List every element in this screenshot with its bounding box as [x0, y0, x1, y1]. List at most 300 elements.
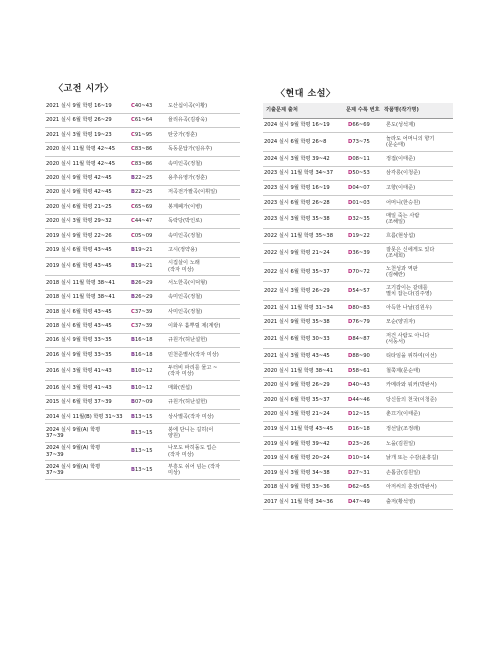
row-source: 2021 실시 3월 학평 43~45	[263, 349, 345, 364]
table-row	[45, 243, 240, 257]
row-source: 2020 실시 6월 학평 21~25	[45, 200, 129, 214]
row-code-number: 50~53	[352, 170, 370, 177]
row-source: 2018 실시 9월 학평 33~36	[263, 480, 345, 495]
row-source: 2019 실시 3월 학평 34~38	[263, 466, 345, 481]
row-code-letter: D	[348, 268, 353, 275]
row-code	[129, 200, 165, 214]
table-row	[45, 333, 240, 347]
table-row	[45, 113, 240, 127]
row-code	[345, 466, 383, 481]
row-code-letter: D	[348, 425, 353, 432]
table-row	[45, 409, 240, 423]
row-work: 고시(정약용)	[165, 243, 240, 257]
row-source: 2021 실시 6월 학평 30~33	[263, 330, 345, 349]
row-code-number: 88~90	[352, 352, 370, 359]
row-code-number: 26~29	[134, 294, 153, 301]
row-code-letter: D	[348, 287, 353, 294]
row-code	[345, 436, 383, 451]
row-code-letter: B	[131, 368, 135, 375]
table-row	[263, 436, 453, 451]
row-code-letter: D	[348, 469, 353, 476]
row-code-letter: B	[131, 189, 135, 196]
row-work: 춘끄기(이태준)	[383, 407, 453, 422]
row-code-number: 13~15	[134, 413, 153, 420]
row-source: 2024 실시 6월 학평 26~8	[263, 133, 345, 152]
row-code-number: 54~57	[352, 287, 370, 294]
row-code	[345, 301, 383, 316]
row-source: 2019 실시 9월 학평 22~26	[45, 229, 129, 243]
row-code	[129, 395, 165, 409]
row-source: 2020 실시 11월 학평 42~45	[45, 157, 129, 171]
table-row	[263, 480, 453, 495]
row-code	[345, 393, 383, 408]
row-code-number: 83~86	[134, 160, 153, 167]
row-code-letter: C	[131, 102, 135, 109]
header-source: 기출문제 출처	[263, 103, 345, 118]
row-code-number: 83~86	[134, 146, 153, 153]
row-code	[345, 451, 383, 466]
row-code	[129, 319, 165, 333]
table-row	[45, 276, 240, 290]
row-source: 2022 실시 6월 학평 35~37	[263, 263, 345, 282]
row-work: 삼각릉(이청준)	[383, 166, 453, 181]
row-code-letter: B	[131, 384, 135, 391]
row-code-number: 13~15	[134, 448, 153, 455]
table-row	[263, 301, 453, 316]
row-code	[345, 152, 383, 167]
row-source: 2019 실시 9월 학평 39~42	[263, 436, 345, 451]
table-row	[45, 461, 240, 480]
row-code	[129, 243, 165, 257]
row-code-letter: B	[131, 351, 135, 358]
row-work: 상사별곡(작자 미상)	[165, 409, 240, 423]
table-row	[263, 451, 453, 466]
row-code-number: 47~49	[352, 498, 370, 505]
row-work: 출저(황석영)	[383, 495, 453, 510]
row-code-number: 08~11	[352, 155, 370, 162]
row-code	[129, 99, 165, 113]
row-code-number: 66~69	[352, 122, 370, 129]
row-code-number: 37~39	[134, 308, 153, 315]
row-source: 2023 실시 11월 학평 34~37	[263, 166, 345, 181]
row-source: 2021 실시 11월 학평 31~34	[263, 301, 345, 316]
row-code	[129, 290, 165, 304]
row-code-letter: B	[131, 413, 135, 420]
row-code	[129, 171, 165, 185]
row-code	[345, 407, 383, 422]
row-code-number: 73~75	[352, 138, 370, 145]
row-work: 잘못은 신에게도 있다 (조세희)	[383, 244, 453, 263]
row-source: 2021 실시 9월 학평 35~38	[263, 315, 345, 330]
row-work: 서노한곡(이덕형)	[165, 276, 240, 290]
row-work: 이화우 흩뿌릴 제(계랑)	[165, 319, 240, 333]
table-row	[45, 319, 240, 333]
row-work: 아득한 나날(김원우)	[383, 301, 453, 316]
row-code-letter: D	[348, 155, 353, 162]
table-row	[45, 290, 240, 304]
row-work: 부흥도 쉬어 넘는 (작자 미상)	[165, 461, 240, 480]
row-work: 규원가(허난설헌)	[165, 333, 240, 347]
row-code-number: 36~39	[352, 249, 370, 256]
row-source: 2024 실시 9월(A) 학평 37~39	[45, 442, 129, 461]
row-source: 2018 실시 6월 학평 43~45	[45, 319, 129, 333]
row-source: 2020 실시 9월 학평 26~29	[263, 378, 345, 393]
row-code-letter: B	[131, 263, 135, 270]
row-source: 2024 실시 9월(A) 학평 37~39	[45, 461, 129, 480]
row-code-number: 44~47	[134, 218, 153, 225]
row-work: 봉계폐가(이병)	[165, 200, 240, 214]
row-code-number: 27~31	[352, 469, 370, 476]
table-row	[45, 128, 240, 142]
row-work: 속미인곡(정철)	[165, 157, 240, 171]
row-work: 어머니(한승원)	[383, 195, 453, 210]
row-code	[345, 195, 383, 210]
row-code-letter: C	[131, 146, 135, 153]
row-code-letter: D	[348, 304, 353, 311]
table-row	[263, 349, 453, 364]
row-code	[129, 157, 165, 171]
table-row	[263, 133, 453, 152]
row-code-letter: D	[348, 455, 353, 462]
row-source: 2019 실시 6월 학평 43~45	[45, 257, 129, 276]
modern-novel-table	[263, 103, 453, 510]
row-work: 노을(김원일)	[383, 436, 453, 451]
row-work: 탄궁가(정훈)	[165, 128, 240, 142]
row-work: 용추유영가(정훈)	[165, 171, 240, 185]
row-work: 노천성과 역판 (김혜란)	[383, 263, 453, 282]
row-source: 2016 실시 3월 학평 41~43	[45, 381, 129, 395]
row-source: 2015 실시 6월 학평 37~39	[45, 395, 129, 409]
row-work: 티타임을 위하여(이선)	[383, 349, 453, 364]
row-code-number: 16~18	[134, 351, 153, 358]
row-work: 민천준별사(작자 미상)	[165, 348, 240, 362]
row-work: 두터비 파리를 물고 ~ (작자 미상)	[165, 362, 240, 381]
row-code	[129, 214, 165, 228]
row-work: 고기잡이는 같데를 멸치 잡는다(김주영)	[383, 282, 453, 301]
row-code	[345, 244, 383, 263]
table-row	[45, 157, 240, 171]
row-code	[345, 133, 383, 152]
row-code	[129, 185, 165, 199]
table-row	[263, 263, 453, 282]
row-code-letter: D	[348, 396, 353, 403]
row-code	[345, 378, 383, 393]
modern-section-title: 〈현대 소설〉	[276, 89, 336, 99]
table-row	[45, 99, 240, 113]
row-source: 2018 실시 11월 학평 38~41	[45, 290, 129, 304]
table-row	[45, 362, 240, 381]
row-code-number: 10~14	[352, 455, 370, 462]
row-source: 2020 실시 11월 학평 38~41	[263, 363, 345, 378]
row-code-number: 13~15	[134, 466, 153, 473]
row-work: 독동문답가(임유후)	[165, 142, 240, 156]
row-code-letter: D	[348, 440, 353, 447]
row-code-letter: C	[131, 203, 135, 210]
row-code-number: 22~25	[134, 175, 153, 182]
row-code-number: 26~29	[134, 279, 153, 286]
row-source: 2014 실시 11월(B) 학평 31~33	[45, 409, 129, 423]
row-work: 철쭉제(문순태)	[383, 363, 453, 378]
row-code-letter: D	[348, 249, 353, 256]
row-work: 흐름(현상섭)	[383, 229, 453, 244]
row-code-letter: D	[348, 184, 353, 191]
row-code	[345, 315, 383, 330]
row-source: 2016 실시 9월 학평 33~35	[45, 348, 129, 362]
row-code-number: 16~18	[352, 425, 370, 432]
table-row	[263, 181, 453, 196]
row-code	[345, 282, 383, 301]
row-work: 론도(성석제)	[383, 118, 453, 133]
row-code-letter: D	[348, 170, 353, 177]
row-code-number: 61~64	[134, 117, 153, 124]
row-code	[345, 229, 383, 244]
row-code	[345, 349, 383, 364]
row-code-number: 10~12	[134, 384, 153, 391]
row-code	[345, 495, 383, 510]
row-code	[345, 181, 383, 196]
row-code-letter: D	[348, 382, 353, 389]
row-source: 2016 실시 9월 학평 33~35	[45, 333, 129, 347]
table-row	[45, 229, 240, 243]
row-work: 시집살이 노래 (작자 미상)	[165, 257, 240, 276]
row-source: 2019 실시 6월 학평 43~45	[45, 243, 129, 257]
row-work: 저건 사람도 아니다 (서동서)	[383, 330, 453, 349]
row-source: 2020 실시 3월 학평 21~24	[263, 407, 345, 422]
table-row	[45, 214, 240, 228]
row-code	[345, 363, 383, 378]
row-code-number: 23~26	[352, 440, 370, 447]
row-code	[129, 128, 165, 142]
row-source: 2023 실시 3월 학평 35~38	[263, 210, 345, 229]
row-code-letter: D	[348, 233, 353, 240]
table-row	[263, 166, 453, 181]
row-work: 규원가(허난설헌)	[165, 395, 240, 409]
row-code	[129, 424, 165, 443]
row-code-number: 19~22	[352, 233, 370, 240]
row-code-number: 40~43	[352, 382, 370, 389]
row-code-number: 40~43	[134, 102, 153, 109]
row-code-letter: C	[131, 131, 135, 138]
table-row	[45, 305, 240, 319]
row-code-number: 10~12	[134, 368, 153, 375]
row-code-letter: D	[348, 199, 353, 206]
row-work: 정선달(조정래)	[383, 422, 453, 437]
table-row	[263, 393, 453, 408]
classic-section-title: 〈고전 시가〉	[54, 84, 114, 94]
row-code-number: 91~95	[134, 131, 153, 138]
row-source: 2023 실시 9월 학평 16~19	[263, 181, 345, 196]
table-row	[45, 171, 240, 185]
row-code-letter: D	[348, 122, 353, 129]
row-source: 2020 실시 3월 학평 29~32	[45, 214, 129, 228]
table-row	[263, 407, 453, 422]
table-row	[263, 118, 453, 133]
row-code-letter: D	[348, 336, 353, 343]
header-code: 문제 수록 번호	[345, 103, 383, 118]
header-work: 작품명(작가명)	[383, 103, 453, 118]
row-code	[129, 229, 165, 243]
row-code	[129, 333, 165, 347]
row-source: 2017 실시 11월 학평 34~36	[263, 495, 345, 510]
row-code-letter: D	[348, 411, 353, 418]
row-code-number: 05~09	[134, 232, 153, 239]
row-code-letter: B	[131, 337, 135, 344]
row-code	[129, 348, 165, 362]
table-row	[45, 442, 240, 461]
row-code-letter: C	[131, 308, 135, 315]
row-work: 도산십이곡(이황)	[165, 99, 240, 113]
row-code-letter: B	[131, 466, 135, 473]
row-code	[345, 330, 383, 349]
row-source: 2019 실시 11월 학평 43~45	[263, 422, 345, 437]
row-work: 사미인곡(정철)	[165, 305, 240, 319]
row-work: 손톱금(김원일)	[383, 466, 453, 481]
row-code-number: 76~79	[352, 319, 370, 326]
row-source: 2024 실시 9월 학평 16~19	[263, 118, 345, 133]
row-code-number: 22~25	[134, 189, 153, 196]
table-row	[45, 395, 240, 409]
row-source: 2016 실시 3월 학평 41~43	[45, 362, 129, 381]
row-work: 독락당(박인로)	[165, 214, 240, 228]
row-work: 저곡전가팔곡(이휘일)	[165, 185, 240, 199]
table-row	[45, 424, 240, 443]
table-row	[45, 257, 240, 276]
row-code-letter: B	[131, 429, 135, 436]
row-code	[129, 461, 165, 480]
row-code-number: 16~18	[134, 337, 153, 344]
row-code-number: 12~15	[352, 411, 370, 418]
table-row	[263, 152, 453, 167]
row-code	[345, 118, 383, 133]
table-row	[45, 381, 240, 395]
row-work: 놀라도 어머니의 향기 (문순태)	[383, 133, 453, 152]
table-row	[263, 210, 453, 229]
row-work: 매일 죽는 사람 (조해일)	[383, 210, 453, 229]
row-code	[345, 263, 383, 282]
row-work: 낡개 또는 수감(윤흥길)	[383, 451, 453, 466]
table-row	[263, 315, 453, 330]
row-work: 정접(이태준)	[383, 152, 453, 167]
row-work: 속미인곡(정철)	[165, 290, 240, 304]
row-code-number: 04~07	[352, 184, 370, 191]
row-code-letter: D	[348, 367, 353, 374]
row-code-letter: D	[348, 498, 353, 505]
row-work: 매화(권섭)	[165, 381, 240, 395]
row-source: 2022 실시 9월 학평 21~24	[263, 244, 345, 263]
classic-poetry-table	[45, 99, 240, 480]
table-row	[263, 378, 453, 393]
row-code-letter: C	[131, 218, 135, 225]
row-code-letter: C	[131, 117, 135, 124]
row-source: 2021 실시 6월 학평 26~29	[45, 113, 129, 127]
row-code-letter: D	[348, 484, 353, 491]
row-code	[129, 276, 165, 290]
row-code-number: 70~72	[352, 268, 370, 275]
row-work: 카메라와 워커(박완서)	[383, 378, 453, 393]
row-source: 2024 실시 3월 학평 39~42	[263, 152, 345, 167]
row-code	[345, 480, 383, 495]
row-code-number: 65~69	[134, 203, 153, 210]
table-row	[263, 195, 453, 210]
row-work: 붕에 단니는 길히(이 양원)	[165, 424, 240, 443]
table-row	[45, 348, 240, 362]
row-code-letter: B	[131, 175, 135, 182]
row-work: 당신들의 천국(이청준)	[383, 393, 453, 408]
row-code-number: 62~65	[352, 484, 370, 491]
row-source: 2019 실시 6월 학평 20~24	[263, 451, 345, 466]
row-work: 모순(양귀자)	[383, 315, 453, 330]
row-code	[129, 113, 165, 127]
row-source: 2022 실시 3월 학평 26~29	[263, 282, 345, 301]
table-row	[263, 282, 453, 301]
row-code	[129, 362, 165, 381]
row-code-number: 84~87	[352, 336, 370, 343]
table-row	[263, 330, 453, 349]
row-source: 2022 실시 11월 학평 35~38	[263, 229, 345, 244]
row-code-number: 13~15	[134, 429, 153, 436]
row-source: 2018 실시 6월 학평 43~45	[45, 305, 129, 319]
row-work: 율리유곡(김광욱)	[165, 113, 240, 127]
table-row	[45, 185, 240, 199]
row-code-letter: B	[131, 448, 135, 455]
row-code-letter: D	[348, 138, 353, 145]
table-row	[263, 229, 453, 244]
row-source: 2024 실시 9월(A) 학평 37~39	[45, 424, 129, 443]
row-code	[345, 210, 383, 229]
row-code-number: 37~39	[134, 323, 153, 330]
row-code	[129, 442, 165, 461]
row-code-number: 19~21	[134, 247, 153, 253]
row-source: 2021 실시 9월 학평 16~19	[45, 99, 129, 113]
row-source: 2020 실시 9월 학평 42~45	[45, 171, 129, 185]
table-row	[263, 466, 453, 481]
row-code-letter: B	[131, 399, 135, 406]
row-code-letter: C	[131, 232, 135, 239]
row-code-number: 19~21	[134, 263, 153, 270]
row-work: 속미인곡(정철)	[165, 229, 240, 243]
row-code-number: 80~83	[352, 304, 370, 311]
table-row	[263, 495, 453, 510]
row-code-number: 44~46	[352, 396, 370, 403]
row-code	[129, 409, 165, 423]
row-code	[129, 381, 165, 395]
row-work: 나모도 바히돌도 업슨 (작자 미상)	[165, 442, 240, 461]
row-code-letter: B	[131, 294, 135, 301]
row-code	[345, 166, 383, 181]
row-code-letter: D	[348, 319, 353, 326]
row-source: 2020 실시 9월 학평 42~45	[45, 185, 129, 199]
row-code-letter: C	[131, 160, 135, 167]
row-source: 2018 실시 11월 학평 38~41	[45, 276, 129, 290]
row-source: 2020 실시 6월 학평 35~37	[263, 393, 345, 408]
table-row	[263, 244, 453, 263]
row-code-letter: D	[348, 352, 353, 359]
row-code-letter: B	[131, 247, 135, 253]
row-source: 2020 실시 11월 학평 42~45	[45, 142, 129, 156]
row-code-number: 01~03	[352, 199, 370, 206]
row-source: 2023 실시 6월 학평 26~28	[263, 195, 345, 210]
row-code	[345, 422, 383, 437]
row-code-letter: B	[131, 279, 135, 286]
row-code	[129, 257, 165, 276]
table-row	[45, 142, 240, 156]
row-code	[129, 142, 165, 156]
row-source: 2021 실시 3월 학평 19~23	[45, 128, 129, 142]
table-header-row	[263, 103, 453, 118]
row-code-number: 07~09	[134, 399, 153, 406]
row-work: 고향(이태준)	[383, 181, 453, 196]
row-code	[129, 305, 165, 319]
